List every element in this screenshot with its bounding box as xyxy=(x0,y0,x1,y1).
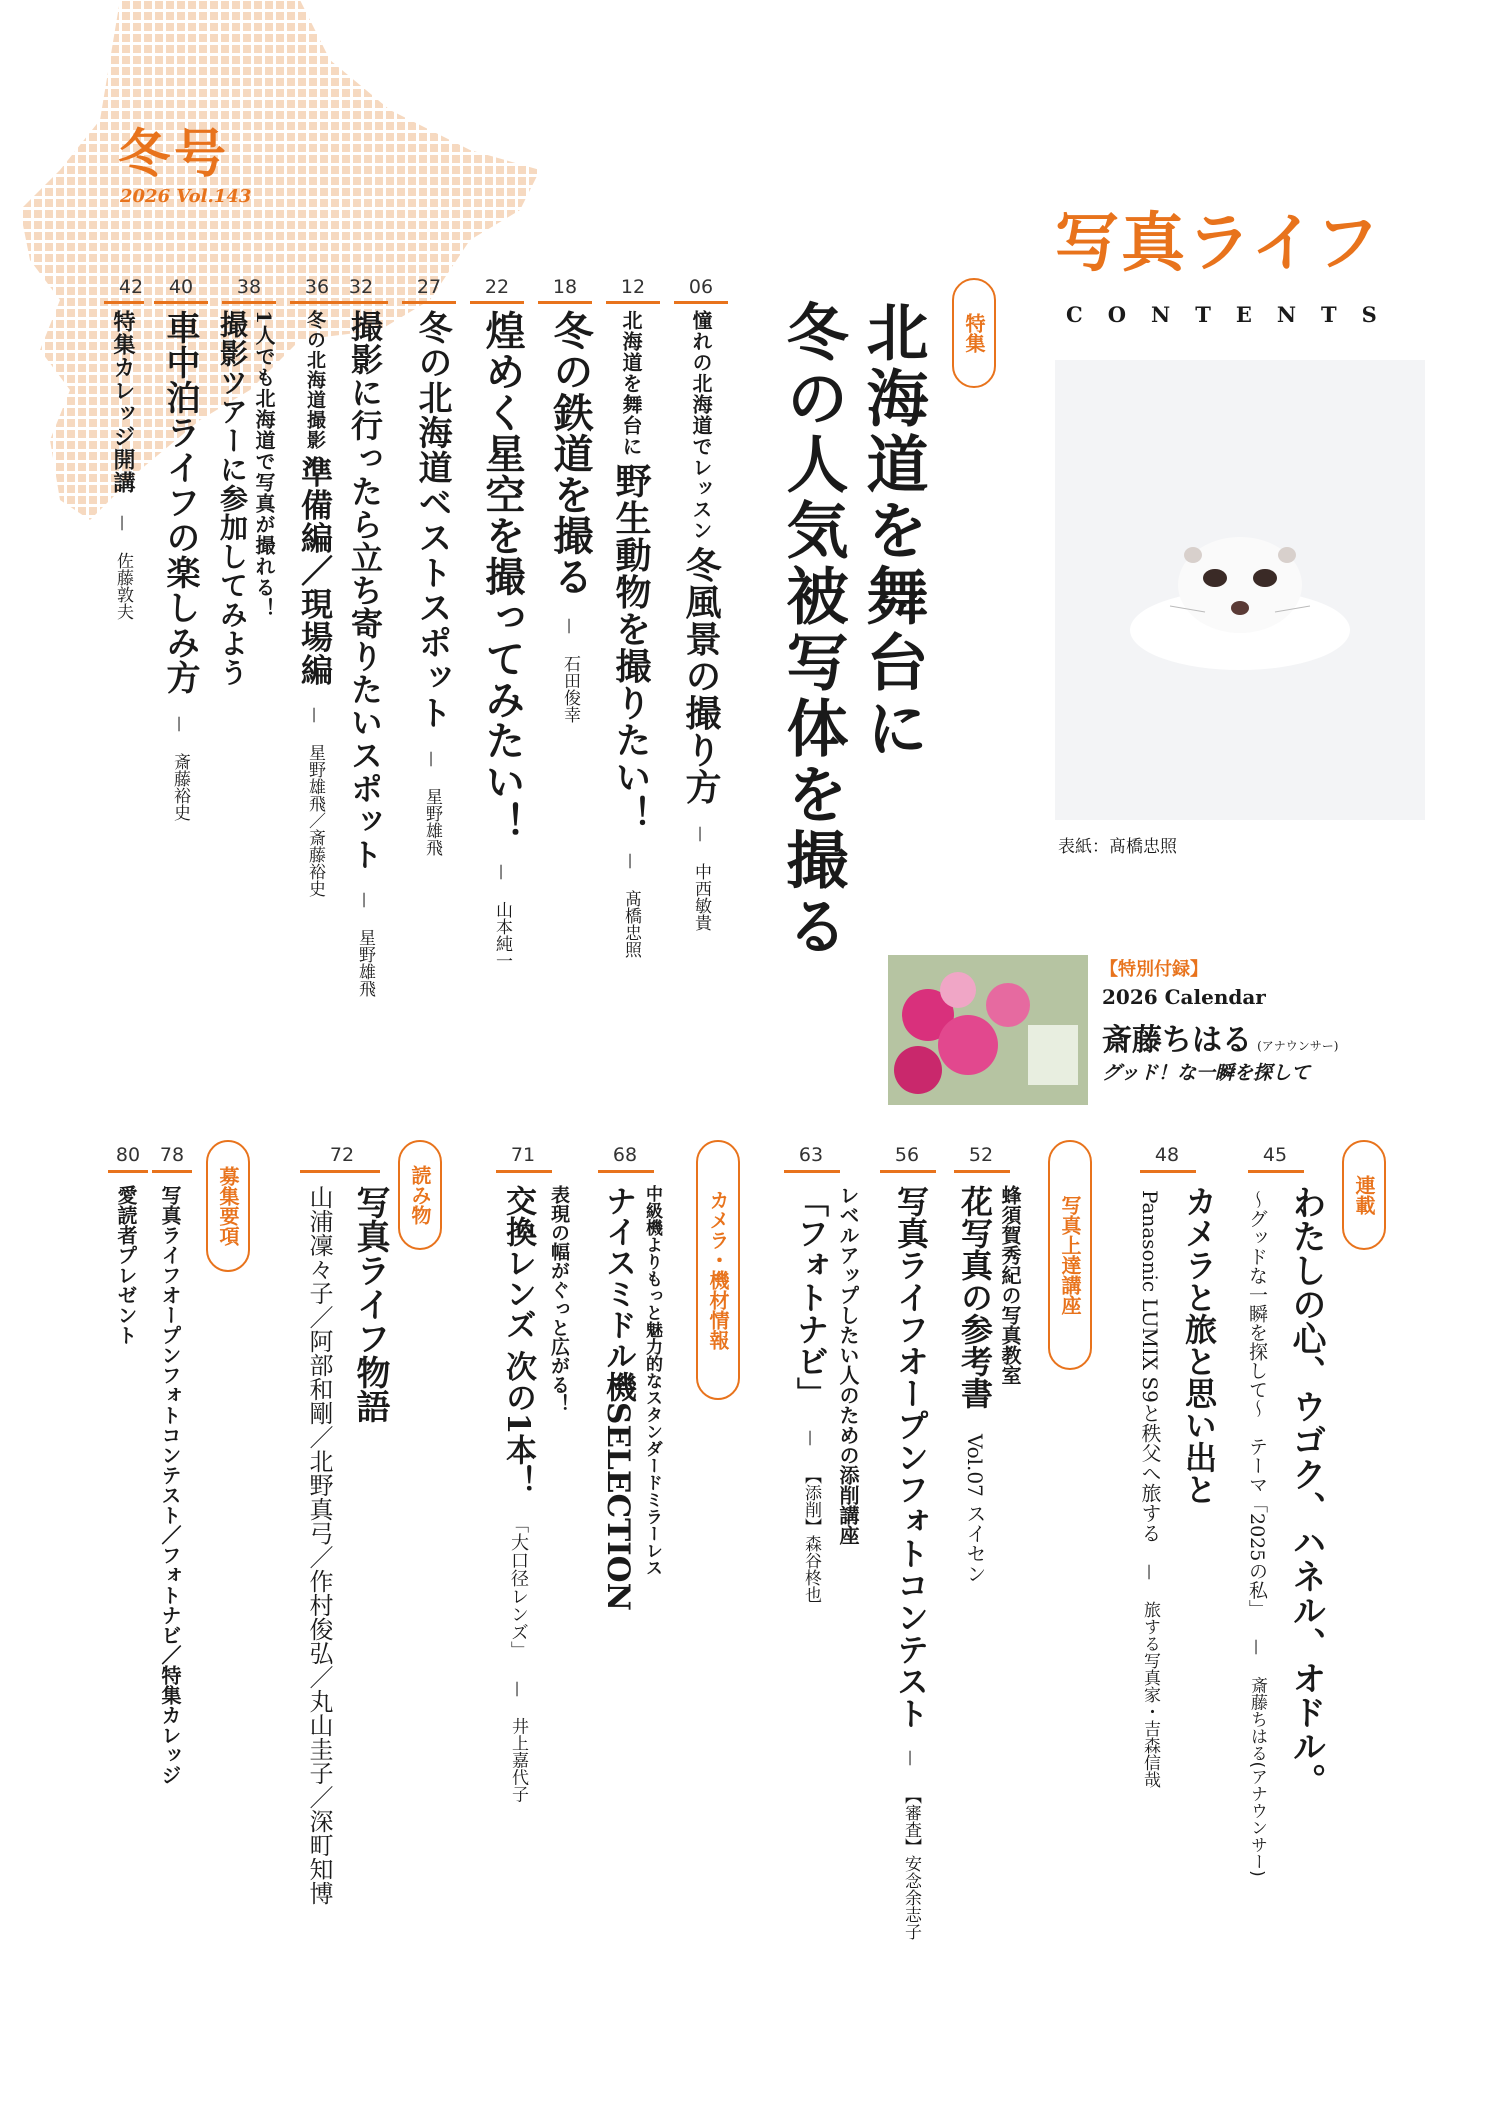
article-36[interactable] xyxy=(292,310,338,897)
rule-36 xyxy=(290,301,344,304)
lesson-title: 「フォトナビ」 xyxy=(792,1185,830,1409)
dash-icon: — xyxy=(1141,1563,1160,1580)
camera-71-title[interactable] xyxy=(496,1185,541,1803)
dash-icon: — xyxy=(114,515,133,532)
page-num-12: 12 xyxy=(620,276,646,298)
lesson-title: 写真ライフオープンフォトコンテスト xyxy=(892,1185,930,1729)
lesson-63-lead[interactable] xyxy=(834,1185,863,1545)
article-author: 髙橋忠照 xyxy=(621,890,641,959)
article-title: 冬の北海道ベストスポット xyxy=(412,310,452,730)
page-num-72: 72 xyxy=(329,1144,355,1166)
lesson-lead: 蜂須賀秀紀の写真教室 xyxy=(998,1185,1022,1385)
dash-icon: — xyxy=(306,707,325,724)
article-title: 車中泊ライフの楽しみ方 xyxy=(160,310,200,695)
camera-title: ナイスミドル機SELECTION xyxy=(600,1185,636,1612)
article-lead: 北海道を舞台に xyxy=(619,310,643,457)
supplement-name: 斎藤ちはる xyxy=(1102,1023,1252,1058)
page-num-36: 36 xyxy=(304,276,330,298)
article-author: 佐藤敦夫 xyxy=(113,552,133,621)
lesson-tag: 写真上達講座 xyxy=(1048,1140,1092,1370)
lesson-63-title[interactable] xyxy=(788,1185,834,1603)
camera-lead: 中級機よりもっと魅力的なスタンダードミラーレス xyxy=(642,1185,662,1576)
article-38-line1[interactable] xyxy=(250,310,279,619)
camera-title: 交換レンズ 次の1本！ xyxy=(500,1185,536,1497)
rule-72 xyxy=(300,1170,380,1173)
camera-lead: 表現の幅がぐっと広がる！ xyxy=(548,1185,570,1413)
lesson-lead: レベルアップしたい人のための添削講座 xyxy=(836,1185,860,1545)
article-12[interactable] xyxy=(606,310,657,958)
rule-27 xyxy=(402,301,456,304)
page-num-38: 38 xyxy=(236,276,262,298)
cover-caption: 表紙：髙橋忠照 xyxy=(1058,837,1177,857)
rule-06 xyxy=(674,301,728,304)
rule-63 xyxy=(784,1170,840,1173)
dash-icon: — xyxy=(493,864,512,881)
camera-68-lead[interactable] xyxy=(640,1185,665,1576)
recruit-title: 愛読者プレゼント xyxy=(114,1185,138,1345)
rule-56 xyxy=(880,1170,936,1173)
article-06[interactable] xyxy=(676,310,727,1010)
article-author: 山本純一 xyxy=(492,901,512,970)
article-author: 星野雄飛 xyxy=(422,788,442,857)
article-title: 撮影に行ったら立ち寄りたいスポット xyxy=(346,310,384,871)
feature-title-line1: 北海道を舞台に xyxy=(856,300,929,762)
lesson-author: 【添削】森谷柊也 xyxy=(801,1467,821,1604)
page-num-45: 45 xyxy=(1262,1144,1288,1166)
page-num-40: 40 xyxy=(168,276,194,298)
dash-icon: — xyxy=(423,751,442,768)
calendar-thumbnail xyxy=(888,955,1088,1105)
camera-68-title[interactable] xyxy=(596,1185,641,1611)
article-40[interactable] xyxy=(156,310,205,821)
article-38-line2[interactable] xyxy=(212,310,252,687)
camera-extra: 「大口径レンズ」 xyxy=(508,1515,529,1660)
page-num-56: 56 xyxy=(894,1144,920,1166)
serial-title: カメラと旅と思い出と xyxy=(1180,1185,1218,1505)
article-line1: 1人でも北海道で写真が撮れる！ xyxy=(252,310,276,619)
rule-38 xyxy=(222,301,276,304)
camera-author: 井上嘉代子 xyxy=(508,1717,528,1803)
serial-48-sub[interactable] xyxy=(1136,1190,1165,1788)
page-num-68: 68 xyxy=(612,1144,638,1166)
serial-sub: Panasonic LUMIX S9と秩父へ旅する xyxy=(1138,1190,1162,1543)
article-author: 石田俊幸 xyxy=(560,655,580,724)
supplement-label: 【特別付録】 xyxy=(1100,959,1208,980)
article-title: 野生動物を撮りたい！ xyxy=(610,462,652,833)
lesson-title: 花写真の参考書 xyxy=(956,1185,994,1409)
page-num-32: 32 xyxy=(348,276,374,298)
reading-72-authors[interactable] xyxy=(302,1185,337,1905)
serial-45-sub[interactable] xyxy=(1244,1190,1271,1877)
article-author: 斎藤裕史 xyxy=(170,753,190,822)
article-author: 中西敏貴 xyxy=(691,863,711,932)
reading-title: 写真ライフ物語 xyxy=(350,1185,390,1423)
supplement-name-row xyxy=(1102,1015,1338,1059)
article-32[interactable] xyxy=(342,310,388,997)
rule-71 xyxy=(496,1170,552,1173)
dash-icon: — xyxy=(171,716,190,733)
article-lead: 冬の北海道撮影 xyxy=(304,310,326,450)
dash-icon: — xyxy=(1248,1639,1267,1656)
article-42[interactable] xyxy=(108,310,139,620)
dash-icon: — xyxy=(561,618,580,635)
article-lead: 憧れの北海道でレッスン xyxy=(689,310,713,541)
serial-author: 斎藤ちはる(アナウンサー) xyxy=(1247,1676,1267,1877)
article-22[interactable] xyxy=(474,310,531,969)
article-author: 星野雄飛／斎藤裕史 xyxy=(305,744,325,898)
page-num-48: 48 xyxy=(1154,1144,1180,1166)
dash-icon: — xyxy=(802,1430,821,1447)
lesson-56[interactable] xyxy=(888,1185,934,1940)
article-line2: 撮影ツアーに参加してみよう xyxy=(216,310,249,687)
supplement-role: (アナウンサー) xyxy=(1257,1039,1339,1053)
page-num-22: 22 xyxy=(484,276,510,298)
contents-label: CONTENTS xyxy=(1066,302,1402,327)
page-num-71: 71 xyxy=(510,1144,536,1166)
page-num-06: 06 xyxy=(688,276,714,298)
feature-title-line2: 冬の人気被写体を撮る xyxy=(776,300,849,960)
article-title: 冬風景の撮り方 xyxy=(680,546,722,806)
reading-tag: 読み物 xyxy=(398,1140,442,1250)
recruit-title: 写真ライフオープンフォトコンテスト／フォトナビ／特集カレッジ xyxy=(158,1185,182,1785)
dash-icon: — xyxy=(356,892,375,909)
camera-71-lead[interactable] xyxy=(546,1185,573,1413)
serial-48-title[interactable] xyxy=(1176,1185,1222,1505)
rule-22 xyxy=(470,301,524,304)
dash-icon: — xyxy=(509,1680,528,1697)
rule-80 xyxy=(108,1170,148,1173)
rule-18 xyxy=(538,301,592,304)
supplement-subtitle: グッド！な一瞬を探して xyxy=(1102,1062,1311,1084)
page-num-63: 63 xyxy=(798,1144,824,1166)
dash-icon: — xyxy=(902,1750,921,1767)
cover-photo-ermine xyxy=(1055,360,1425,820)
issue-volume: 2026 Vol.143 xyxy=(120,186,252,207)
rule-12 xyxy=(606,301,660,304)
feature-tag: 特集 xyxy=(952,278,996,388)
page-num-80: 80 xyxy=(115,1144,141,1166)
article-title: 準備編／現場編 xyxy=(296,455,334,687)
article-18[interactable] xyxy=(542,310,599,723)
page-num-78: 78 xyxy=(159,1144,185,1166)
lesson-52-lead[interactable] xyxy=(996,1185,1025,1385)
lesson-52-title[interactable] xyxy=(952,1185,998,1583)
rule-48 xyxy=(1140,1170,1196,1173)
rule-68 xyxy=(598,1170,654,1173)
rule-52 xyxy=(954,1170,1010,1173)
rule-78 xyxy=(152,1170,192,1173)
magazine-title: 写真ライフ xyxy=(1055,207,1382,281)
rule-42 xyxy=(104,301,144,304)
article-author: 星野雄飛 xyxy=(355,929,375,998)
article-27[interactable] xyxy=(408,310,457,856)
article-title: 特集カレッジ開講 xyxy=(110,310,136,494)
recruit-tag: 募集要項 xyxy=(206,1140,250,1272)
article-title: 煌めく星空を撮ってみたい！ xyxy=(479,310,526,843)
supplement-calendar: 2026 Calendar xyxy=(1102,985,1266,1009)
camera-tag: カメラ・機材情報 xyxy=(696,1140,740,1400)
rule-40 xyxy=(154,301,208,304)
serial-author: 旅する写真家・吉森信哉 xyxy=(1140,1601,1160,1789)
issue-season: 冬号 xyxy=(118,125,231,185)
lesson-author: 【審査】安念余志子 xyxy=(901,1787,921,1941)
recruit-78[interactable] xyxy=(156,1185,185,1785)
lesson-extra: Vol.07 スイセン xyxy=(963,1434,987,1584)
reading-authors: 山浦凜々子／阿部和剛／北野真弓／作村俊弘／丸山圭子／深町知博 xyxy=(305,1185,333,1905)
serial-tag: 連載 xyxy=(1342,1140,1386,1250)
article-title: 冬の鉄道を撮る xyxy=(547,310,594,597)
page-num-27: 27 xyxy=(416,276,442,298)
page-num-18: 18 xyxy=(552,276,578,298)
page-num-52: 52 xyxy=(968,1144,994,1166)
serial-45-title[interactable] xyxy=(1282,1185,1331,1797)
rule-45 xyxy=(1248,1170,1304,1173)
serial-sub: 〜グッドな一瞬を探して〜 テーマ「2025の私」 xyxy=(1246,1190,1268,1619)
page-num-42: 42 xyxy=(118,276,144,298)
reading-72-title[interactable] xyxy=(346,1185,395,1423)
dash-icon: — xyxy=(622,853,641,870)
dash-icon: — xyxy=(692,826,711,843)
serial-title: わたしの心、ウゴク、ハネル、オドル。 xyxy=(1286,1185,1326,1797)
recruit-80[interactable] xyxy=(112,1185,141,1345)
